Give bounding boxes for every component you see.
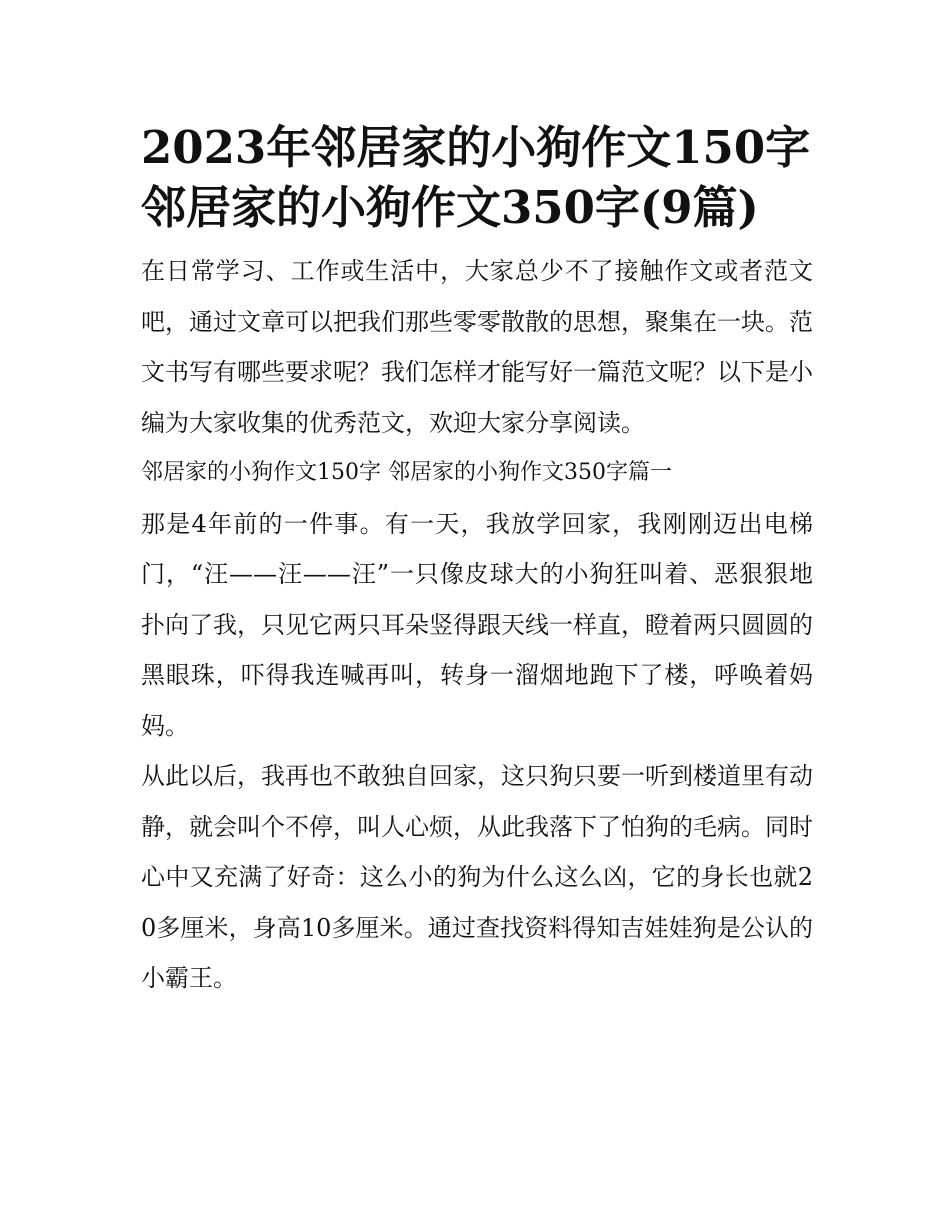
intro-block xyxy=(141,246,813,448)
body-paragraph-1: 那是4年前的一件事。有一天，我放学回家，我刚刚迈出电梯门，“汪——汪——汪”一只像皮球大的小狗狂叫着、恶狠狠地扑向了我，只见它两只耳朵竖得跟天线一样直，瞪着两只圆圆的黑眼珠，吓得我连喊再叫，转身一溜烟地跑下了楼，呼唤着妈妈。 xyxy=(141,509,813,740)
intro-paragraph: 在日常学习、工作或生活中，大家总少不了接触作文或者范文吧，通过文章可以把我们那些零零散散的思想，聚集在一块。范文书写有哪些要求呢？我们怎样才能写好一篇范文呢？以下是小编为大家收集的优秀范文，欢迎大家分享阅读。 xyxy=(141,257,813,437)
document-title: 2023年邻居家的小狗作文150字 邻居家的小狗作文350字(9篇) xyxy=(141,121,811,234)
body-paragraph-2: 从此以后，我再也不敢独自回家，这只狗只要一听到楼道里有动静，就会叫个不停，叫人心烦，从此我落下了怕狗的毛病。同时心中又充满了好奇：这么小的狗为什么这么凶，它的身长也就20多厘米，身高10多厘米。通过查找资料得知吉娃娃狗是公认的小霸王。 xyxy=(141,762,813,992)
document-page xyxy=(141,118,813,1004)
section-heading: 邻居家的小狗作文150字 邻居家的小狗作文350字篇一 xyxy=(141,460,672,485)
